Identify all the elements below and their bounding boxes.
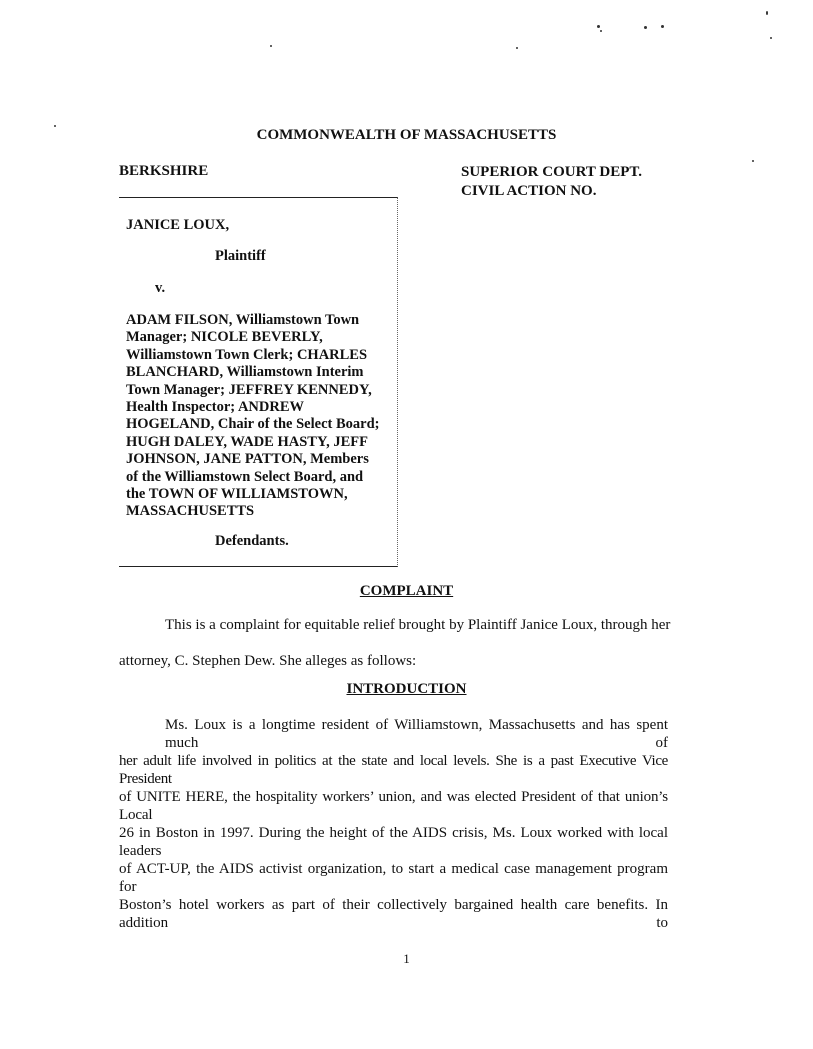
- body-text-line: Boston’s hotel workers as part of their collectively bargained health care benefits. In addition to: [119, 897, 668, 931]
- court-department: [461, 163, 642, 201]
- civil-action-number: CIVIL ACTION NO.: [461, 183, 597, 199]
- body-text-line: 26 in Boston in 1997. During the height of the AIDS crisis, Ms. Loux worked with local leaders: [119, 825, 668, 859]
- court-department-line: SUPERIOR COURT DEPT.: [461, 164, 643, 180]
- defendants-line: Health Inspector; ANDREW: [126, 399, 305, 416]
- complaint-heading: COMPLAINT: [359, 583, 454, 599]
- county-label: BERKSHIRE: [119, 163, 209, 179]
- defendants-line: the TOWN OF WILLIAMSTOWN,: [126, 486, 348, 503]
- versus-label: v.: [155, 280, 166, 296]
- defendants-line: HUGH DALEY, WADE HASTY, JEFF: [126, 433, 368, 450]
- defendants-list: [126, 312, 398, 521]
- defendants-line: MASSACHUSETTS: [126, 503, 255, 520]
- court-title: COMMONWEALTH OF MASSACHUSETTS: [256, 127, 557, 143]
- defendants-line: HOGELAND, Chair of the Select Board;: [126, 416, 380, 433]
- defendants-line: BLANCHARD, Williamstown Interim: [126, 364, 364, 381]
- introduction-heading: INTRODUCTION: [346, 681, 467, 697]
- defendants-line: Manager; NICOLE BEVERLY,: [126, 329, 323, 346]
- plaintiff-label: Plaintiff: [215, 248, 266, 264]
- body-text-line: of ACT-UP, the AIDS activist organization, to start a medical case management program for: [119, 861, 668, 895]
- defendants-line: of the Williamstown Select Board, and: [126, 468, 364, 485]
- defendants-line: JOHNSON, JANE PATTON, Members: [126, 451, 369, 468]
- case-caption-box: [119, 197, 398, 567]
- body-text-line: This is a complaint for equitable relief brought by Plaintiff Janice Loux, through her: [165, 617, 671, 633]
- body-text-line: attorney, C. Stephen Dew. She alleges as follows:: [119, 653, 417, 669]
- body-text-line: of UNITE HERE, the hospitality workers’ union, and was elected President of that union’s Local: [119, 789, 668, 823]
- defendants-line: Williamstown Town Clerk; CHARLES: [126, 346, 368, 363]
- body-text-line: her adult life involved in politics at the state and local levels. She is a past Executive Vice President: [119, 753, 668, 787]
- defendants-line: ADAM FILSON, Williamstown Town: [126, 312, 360, 328]
- page-number: 1: [403, 951, 410, 966]
- plaintiff-name: JANICE LOUX,: [126, 217, 230, 233]
- defendants-label: Defendants.: [215, 533, 289, 549]
- defendants-line: Town Manager; JEFFREY KENNEDY,: [126, 381, 372, 398]
- body-text-line: Ms. Loux is a longtime resident of Williamstown, Massachusetts and has spent much of: [165, 717, 668, 751]
